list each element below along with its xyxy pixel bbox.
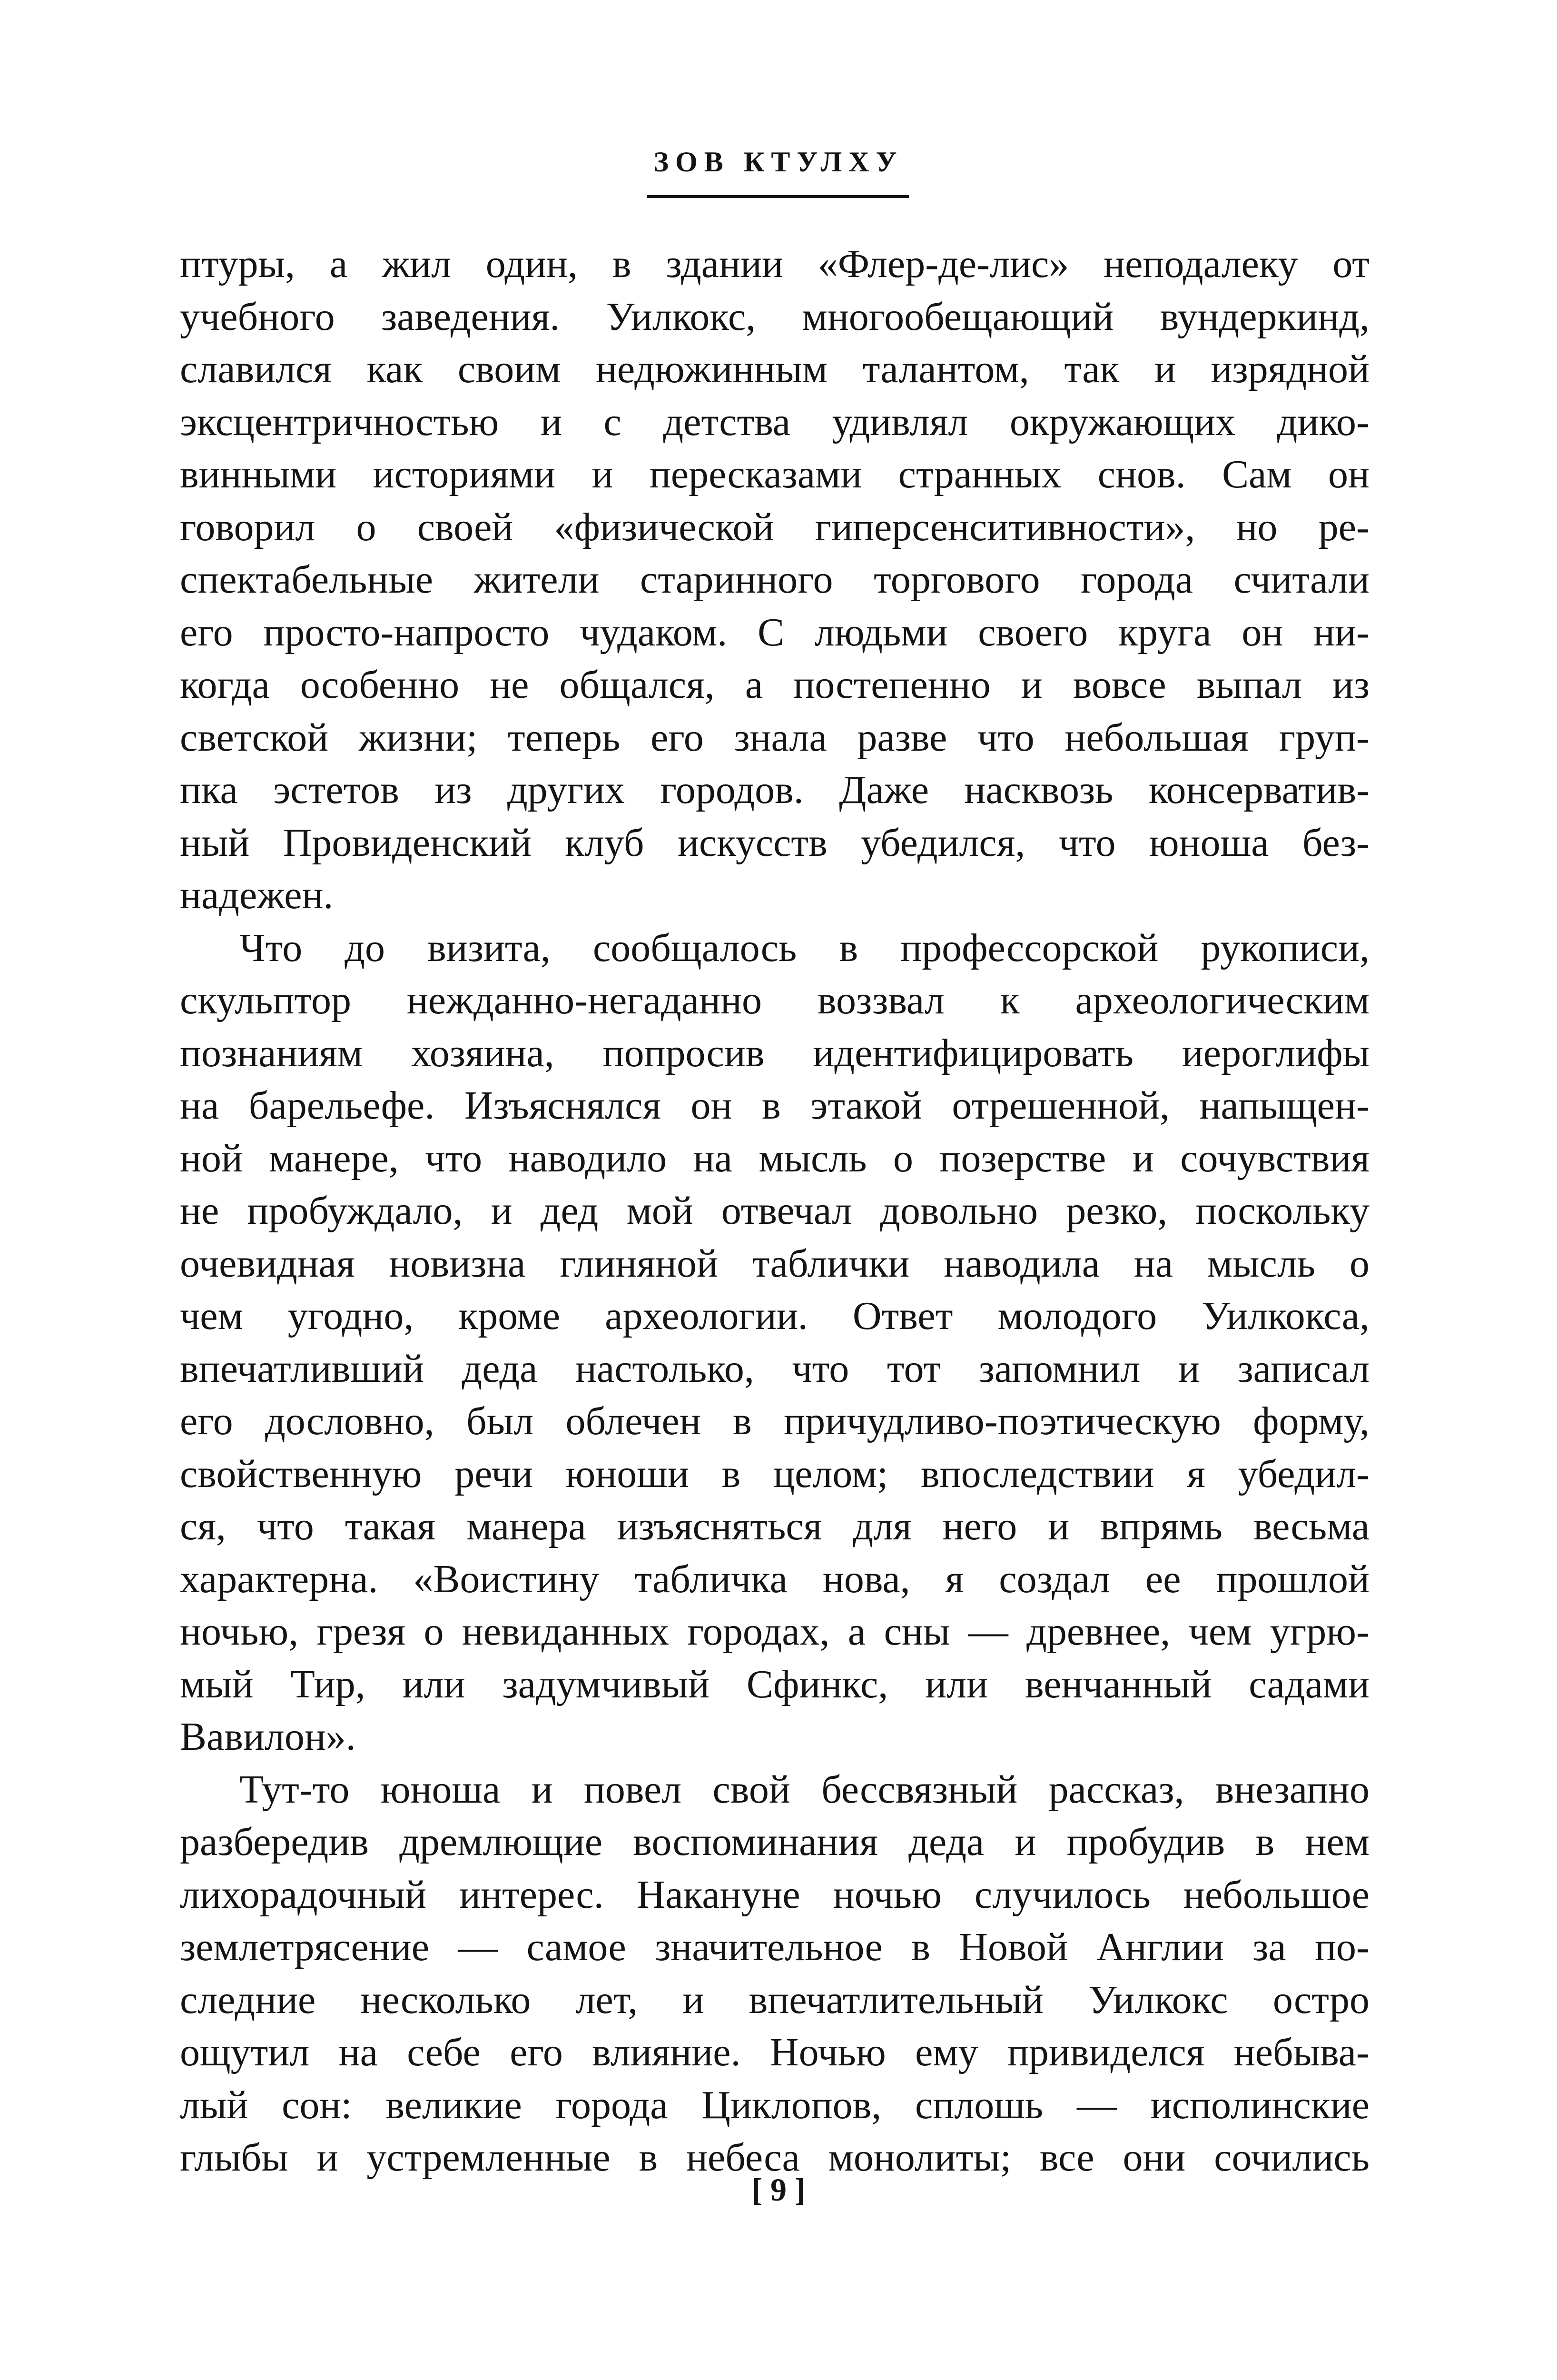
text-line: скульптор нежданно-негаданно воззвал к археологическим [180,978,1370,1022]
text-line: надежен. [180,873,334,917]
text-line: светской жизни; теперь его знала разве что небольшая груп- [180,715,1370,760]
text-line: эксцентричностью и с детства удивлял окружающих дико- [180,399,1370,444]
text-line: не пробуждало, и дед мой отвечал довольно резко, поскольку [180,1189,1370,1233]
text-line: разбередив дремлющие воспоминания деда и пробудив в нем [180,1820,1370,1864]
text-line: Что до визита, сообщалось в профессорской рукописи, [239,925,1370,970]
text-line: ный Провиденский клуб искусств убедился, что юноша без- [180,820,1370,865]
text-line: лихорадочный интерес. Накануне ночью случилось небольшое [180,1872,1370,1917]
text-line: спектабельные жители старинного торгового города считали [180,557,1370,602]
text-line: характерна. «Воистину табличка нова, я создал ее прошлой [180,1557,1370,1601]
text-line: познаниям хозяина, попросив идентифицировать иероглифы [180,1031,1370,1075]
text-line: чем угодно, кроме археологии. Ответ молодого Уилкокса, [180,1294,1370,1338]
page-number: [ 9 ] [751,2172,806,2208]
text-line: птуры, а жил один, в здании «Флер-де-лис» неподалеку от [180,242,1370,286]
text-line: славился как своим недюжинным талантом, так и изрядной [180,347,1370,391]
text-line: когда особенно не общался, а постепенно и вовсе выпал из [180,663,1370,707]
text-line: учебного заведения. Уилкокс, многообещающий вундеркинд, [180,294,1370,339]
text-line: пка эстетов из других городов. Даже насквозь консерватив- [180,768,1370,812]
text-line: на барельефе. Изъяснялся он в этакой отрешенной, напыщен- [180,1083,1370,1128]
text-line: глыбы и устремленные в небеса монолиты; все они сочились [180,2135,1370,2180]
text-line: винными историями и пересказами странных снов. Сам он [180,452,1370,496]
text-line: следние несколько лет, и впечатлительный Уилкокс остро [180,1977,1370,2022]
text-line: говорил о своей «физической гиперсенситивности», но ре- [180,505,1370,549]
text-line: его дословно, был облечен в причудливо-поэтическую форму, [180,1399,1370,1443]
text-line: ной манере, что наводило на мысль о позерстве и сочувствия [180,1136,1370,1180]
text-line: ощутил на себе его влияние. Ночью ему привиделся небыва- [180,2030,1370,2074]
text-line: очевидная новизна глиняной таблички наводила на мысль о [180,1241,1370,1286]
text-line: мый Тир, или задумчивый Сфинкс, или венчанный садами [180,1662,1370,1706]
running-head: ЗОВ КТУЛХУ [653,146,904,178]
text-line: свойственную речи юноши в целом; впоследствии я убедил- [180,1451,1370,1496]
running-head-rule [647,195,909,198]
text-line: лый сон: великие города Циклопов, сплошь — исполинские [180,2082,1370,2127]
text-line: землетрясение — самое значительное в Новой Англии за по- [180,1925,1370,1969]
paragraph [180,922,1370,1764]
text-line: его просто-напросто чудаком. С людьми своего круга он ни- [180,610,1370,654]
text-line: Тут-то юноша и повел свой бессвязный рассказ, внезапно [239,1767,1370,1812]
text-line: ночью, грезя о невиданных городах, а сны — древнее, чем угрю- [180,1609,1370,1654]
paragraph [180,1764,1370,2184]
text-line: Вавилон». [180,1715,356,1759]
body-text [180,238,1370,2184]
paragraph [180,238,1370,922]
text-line: впечатливший деда настолько, что тот запомнил и записал [180,1346,1370,1391]
text-line: ся, что такая манера изъясняться для него и впрямь весьма [180,1504,1370,1548]
